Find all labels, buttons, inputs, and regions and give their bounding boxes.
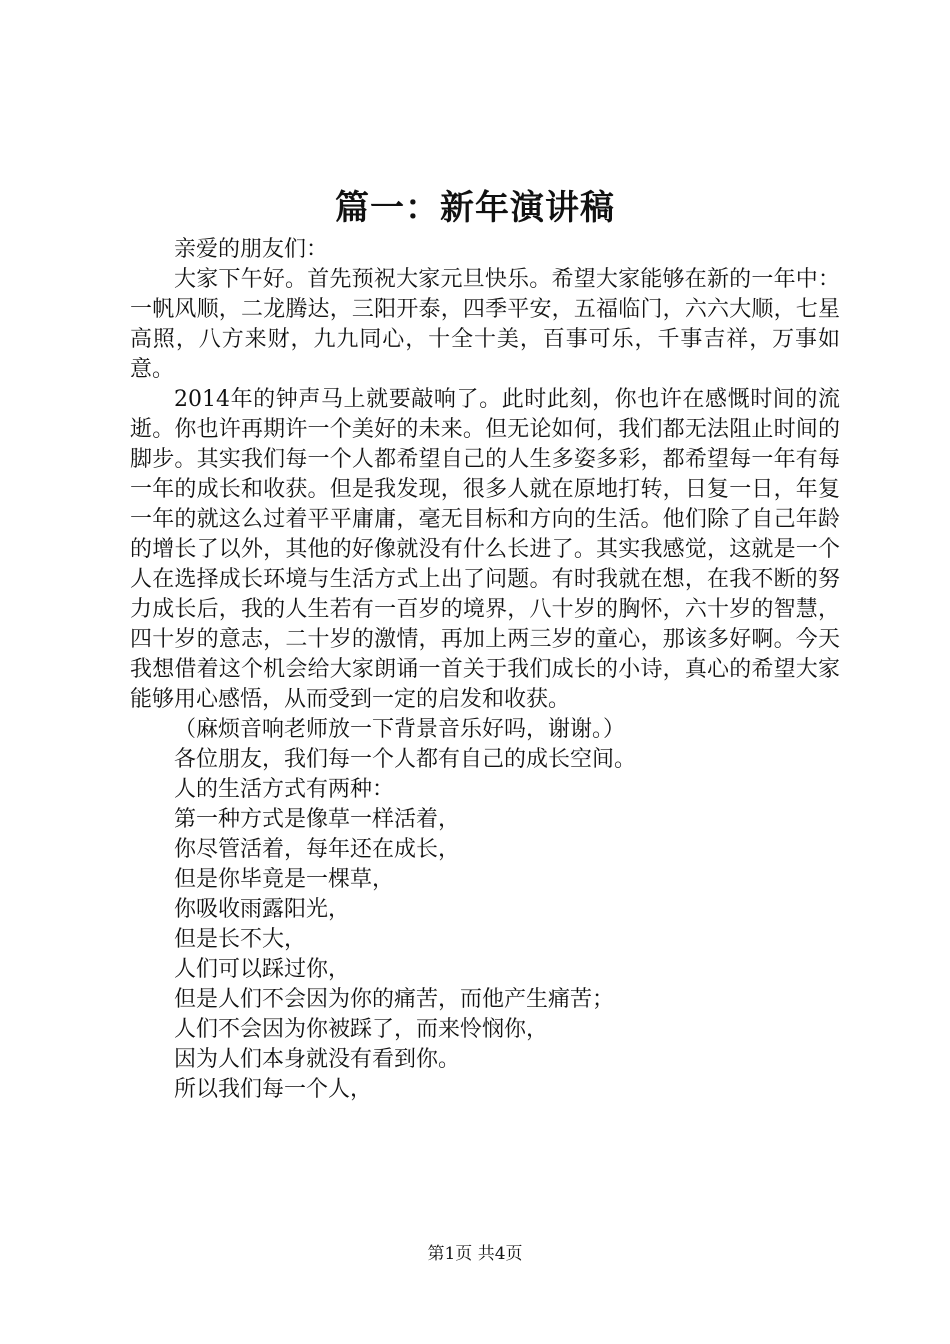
poem-line: 但是长不大， <box>174 927 307 952</box>
poem-line: 人们可以踩过你， <box>174 957 351 982</box>
paragraph-reflection: 2014年的钟声马上就要敲响了。此时此刻，你也许在感慨时间的流逝。你也许再期许一个美好的未来。但无论如何，我们都无法阻止时间的脚步。其实我们每一个人都希望自己的人生多姿多彩，都希望每一年有每一年的成长和收获。但是我发现，很多人就在原地打转，日复一日，年复一年的就这么过着平平庸庸，毫无目标和方向的生活。他们除了自己年龄的增长了以外，其他的好像就没有什么长进了。其实我感觉，这就是一个人在选择成长环境与生活方式上出了问题。有时我就在想，在我不断的努力成长后，我的人生若有一百岁的境界，八十岁的胸怀，六十岁的智慧，四十岁的意志，二十岁的激情，再加上两三岁的童心，那该多好啊。今天我想借着这个机会给大家朗诵一首关于我们成长的小诗，真心的希望大家能够用心感悟，从而受到一定的启发和收获。 <box>130 387 840 712</box>
poem-line: 第一种方式是像草一样活着， <box>174 807 461 832</box>
poem-line: 你尽管活着，每年还在成长， <box>174 837 461 862</box>
poem-line: 因为人们本身就没有看到你。 <box>174 1047 461 1072</box>
paragraph-line: （麻烦音响老师放一下背景音乐好吗，谢谢。） <box>174 717 626 742</box>
poem-line: 所以我们每一个人， <box>174 1077 373 1102</box>
paragraph-line: 人的生活方式有两种： <box>174 777 395 802</box>
paragraph-line: 各位朋友，我们每一个人都有自己的成长空间。 <box>174 747 637 772</box>
poem-line: 你吸收雨露阳光， <box>174 897 351 922</box>
poem-line: 但是人们不会因为你的痛苦，而他产生痛苦； <box>174 987 615 1012</box>
poem-line: 但是你毕竟是一棵草， <box>174 867 395 892</box>
paragraph-greeting: 亲爱的朋友们： <box>174 237 329 262</box>
document-title: 篇一：新年演讲稿 <box>335 188 615 228</box>
poem-line: 人们不会因为你被踩了，而来怜悯你， <box>174 1017 549 1042</box>
document-body <box>130 235 840 1105</box>
paragraph-wishes: 大家下午好。首先预祝大家元旦快乐。希望大家能够在新的一年中：一帆风顺，二龙腾达，三阳开泰，四季平安，五福临门，六六大顺，七星高照，八方来财，九九同心，十全十美，百事可乐，千事吉祥，万事如意。 <box>130 267 840 382</box>
page-number-footer: 第1页 共4页 <box>427 1244 523 1264</box>
